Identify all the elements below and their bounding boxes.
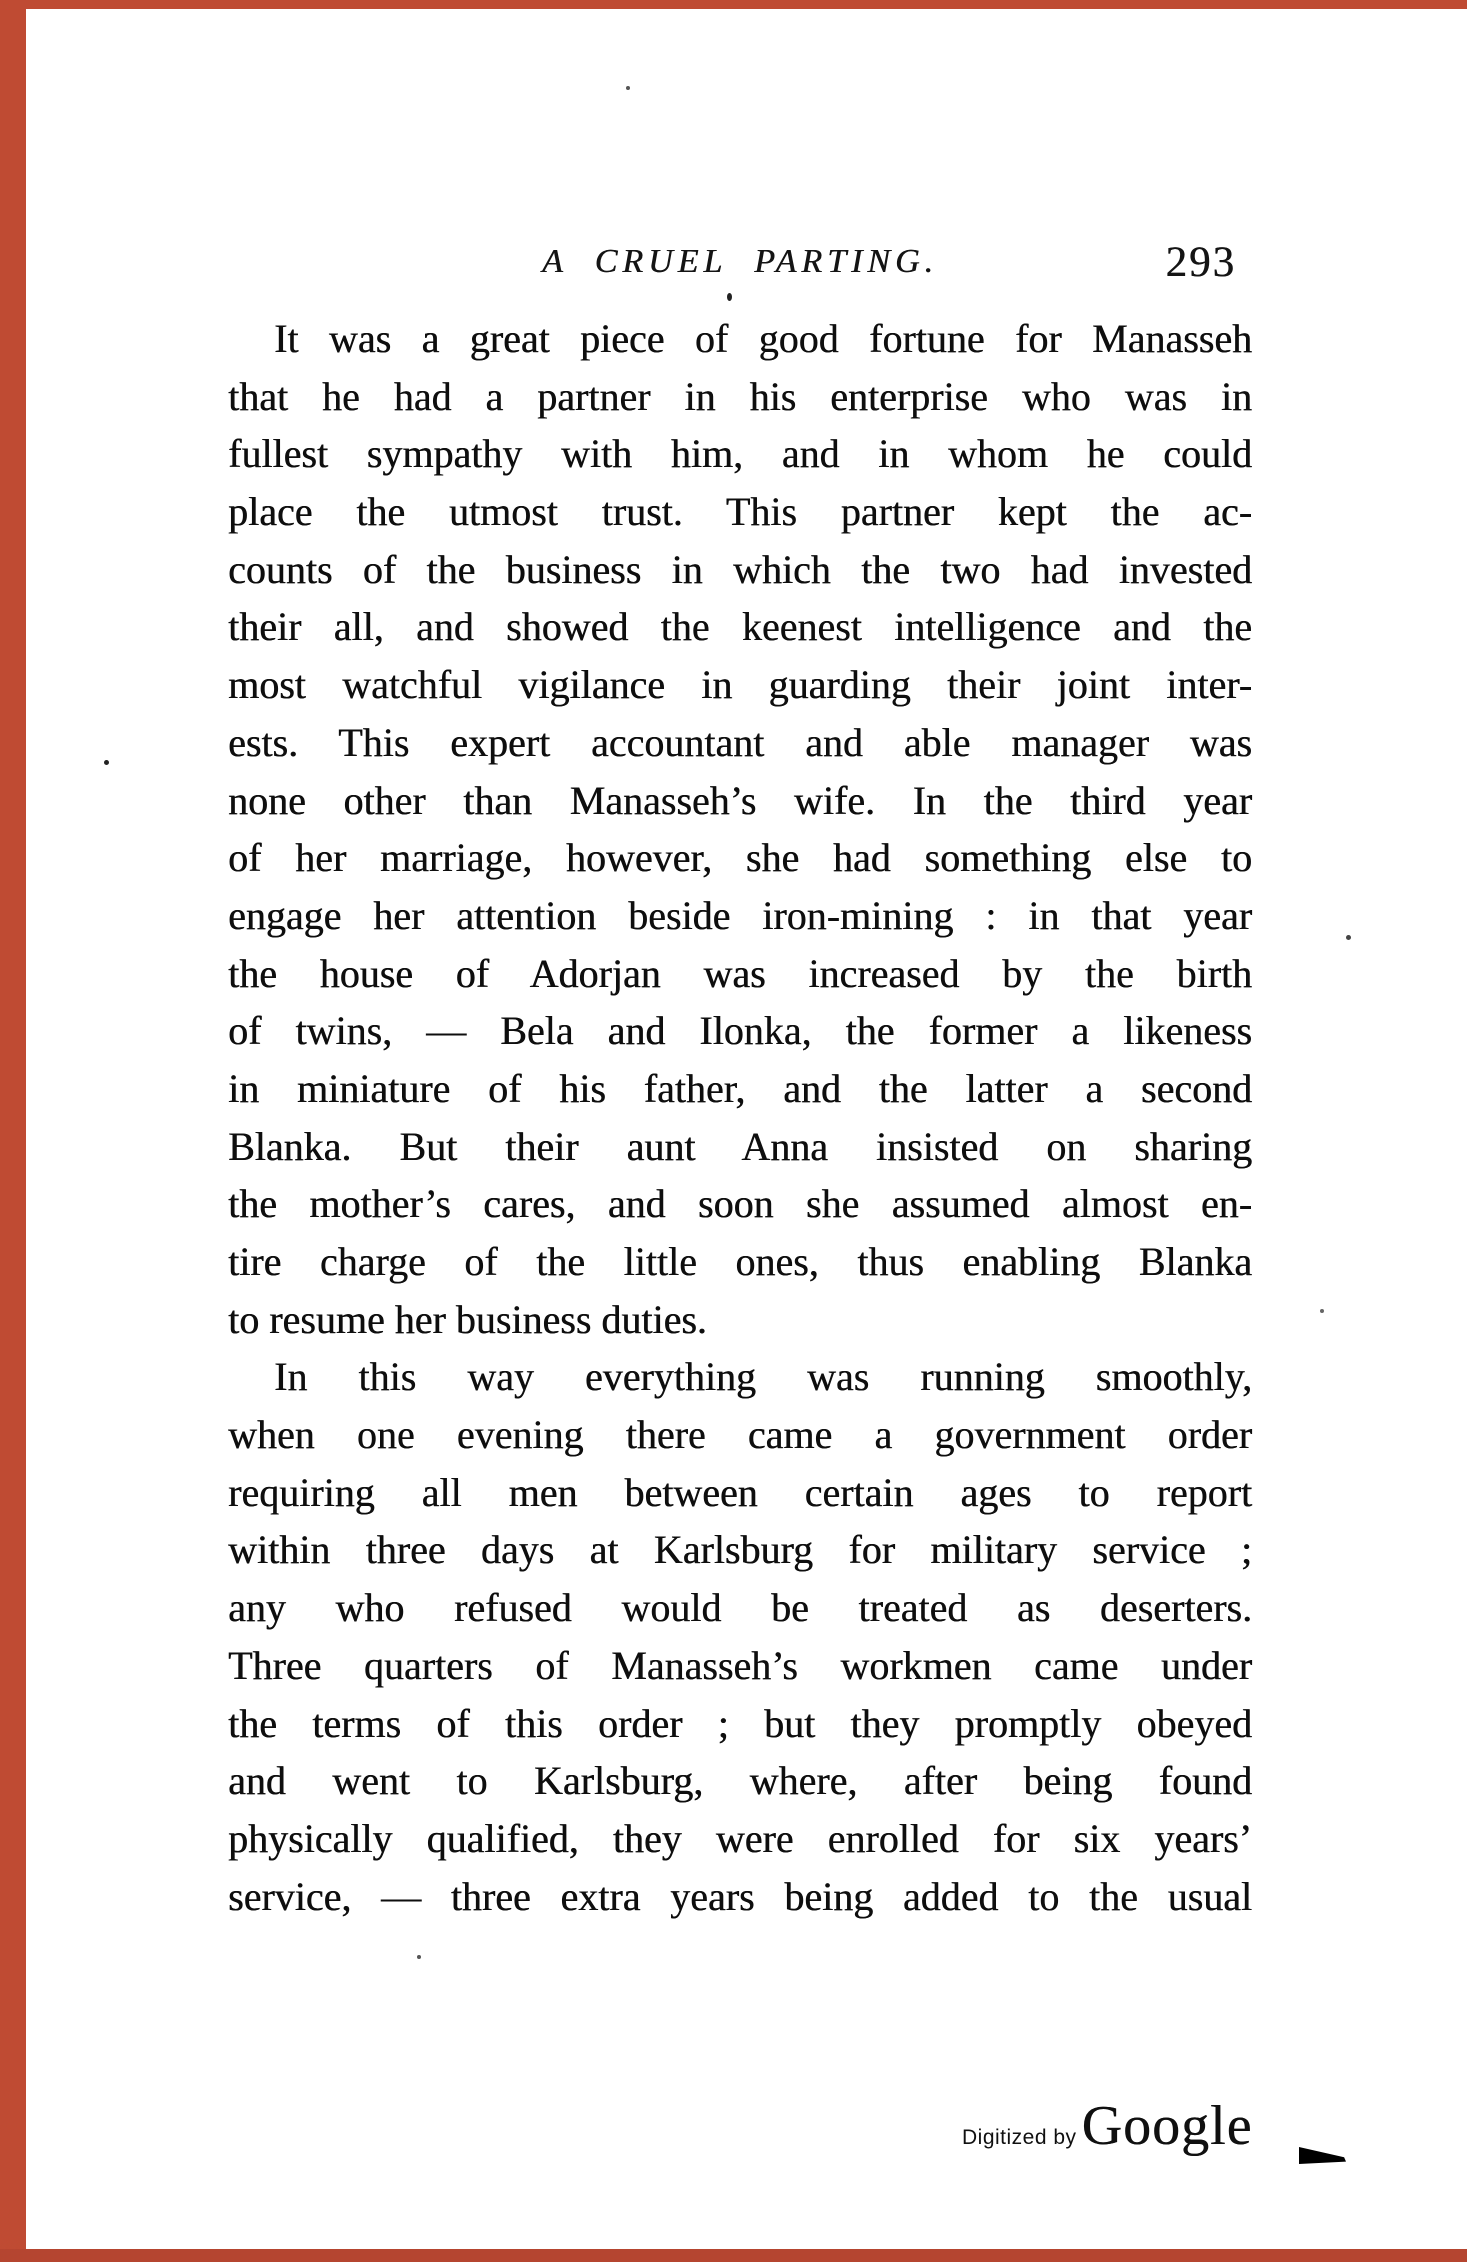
text-line: when one evening there came a government order <box>228 1412 1252 1458</box>
text-line: requiring all men between certain ages to report <box>228 1469 1252 1515</box>
chapter-title: A CRUEL PARTING. <box>541 243 939 280</box>
scan-speck <box>417 1955 421 1959</box>
digitized-by-label: Digitized by <box>962 2126 1077 2149</box>
text-line: place the utmost trust. This partner kept the ac- <box>228 489 1252 535</box>
text-line: engage her attention beside iron-mining : in that year <box>228 892 1252 938</box>
text-line: counts of the business in which the two had invested <box>228 546 1252 592</box>
text-line: and went to Karlsburg, where, after being found <box>228 1758 1252 1804</box>
text-line: In this way everything was running smoothly, <box>274 1354 1252 1400</box>
text-line: It was a great piece of good fortune for Manasseh <box>274 316 1252 361</box>
running-header <box>228 243 1252 281</box>
scan-edge-left <box>0 0 26 2262</box>
text-line: Blanka. But their aunt Anna insisted on sharing <box>228 1123 1252 1169</box>
text-line: that he had a partner in his enterprise who was in <box>228 373 1252 419</box>
scan-edge-bottom <box>0 2249 1467 2262</box>
scan-speck <box>104 760 109 765</box>
text-line: tire charge of the little ones, thus enabling Blanka <box>228 1239 1252 1284</box>
ink-mark-icon <box>1299 2147 1346 2164</box>
text-line: the house of Adorjan was increased by the birth <box>228 950 1252 996</box>
text-line: any who refused would be treated as deserters. <box>228 1585 1252 1631</box>
body-text <box>228 310 1252 1925</box>
text-line: none other than Manasseh’s wife. In the third year <box>228 777 1252 823</box>
text-line: the terms of this order ; but they promptly obeyed <box>228 1700 1252 1746</box>
text-line: to resume her business duties. <box>228 1296 707 1342</box>
text-line: Three quarters of Manasseh’s workmen came under <box>228 1642 1252 1688</box>
scan-edge-top <box>0 0 1467 9</box>
digitized-by-watermark <box>962 2094 1252 2158</box>
text-line: within three days at Karlsburg for military service ; <box>228 1527 1252 1573</box>
text-line: their all, and showed the keenest intelligence and the <box>228 604 1252 650</box>
text-line: in miniature of his father, and the latter a second <box>228 1065 1252 1111</box>
google-logo: Google <box>1081 2095 1253 2157</box>
page-number: 293 <box>1165 239 1236 286</box>
text-line: the mother’s cares, and soon she assumed almost en- <box>228 1181 1252 1227</box>
text-line: fullest sympathy with him, and in whom he could <box>228 431 1252 477</box>
text-line: service, — three extra years being added to the usual <box>228 1873 1252 1919</box>
scan-speck <box>727 293 732 301</box>
text-line: of her marriage, however, she had something else to <box>228 835 1252 881</box>
scan-speck <box>1346 935 1351 940</box>
text-line: ests. This expert accountant and able manager was <box>228 719 1252 765</box>
text-line: physically qualified, they were enrolled for six years’ <box>228 1815 1252 1861</box>
scan-speck <box>626 86 630 90</box>
text-line: of twins, — Bela and Ilonka, the former a likeness <box>228 1008 1252 1054</box>
text-line: most watchful vigilance in guarding their joint inter- <box>228 662 1252 708</box>
scan-speck <box>1320 1309 1324 1313</box>
